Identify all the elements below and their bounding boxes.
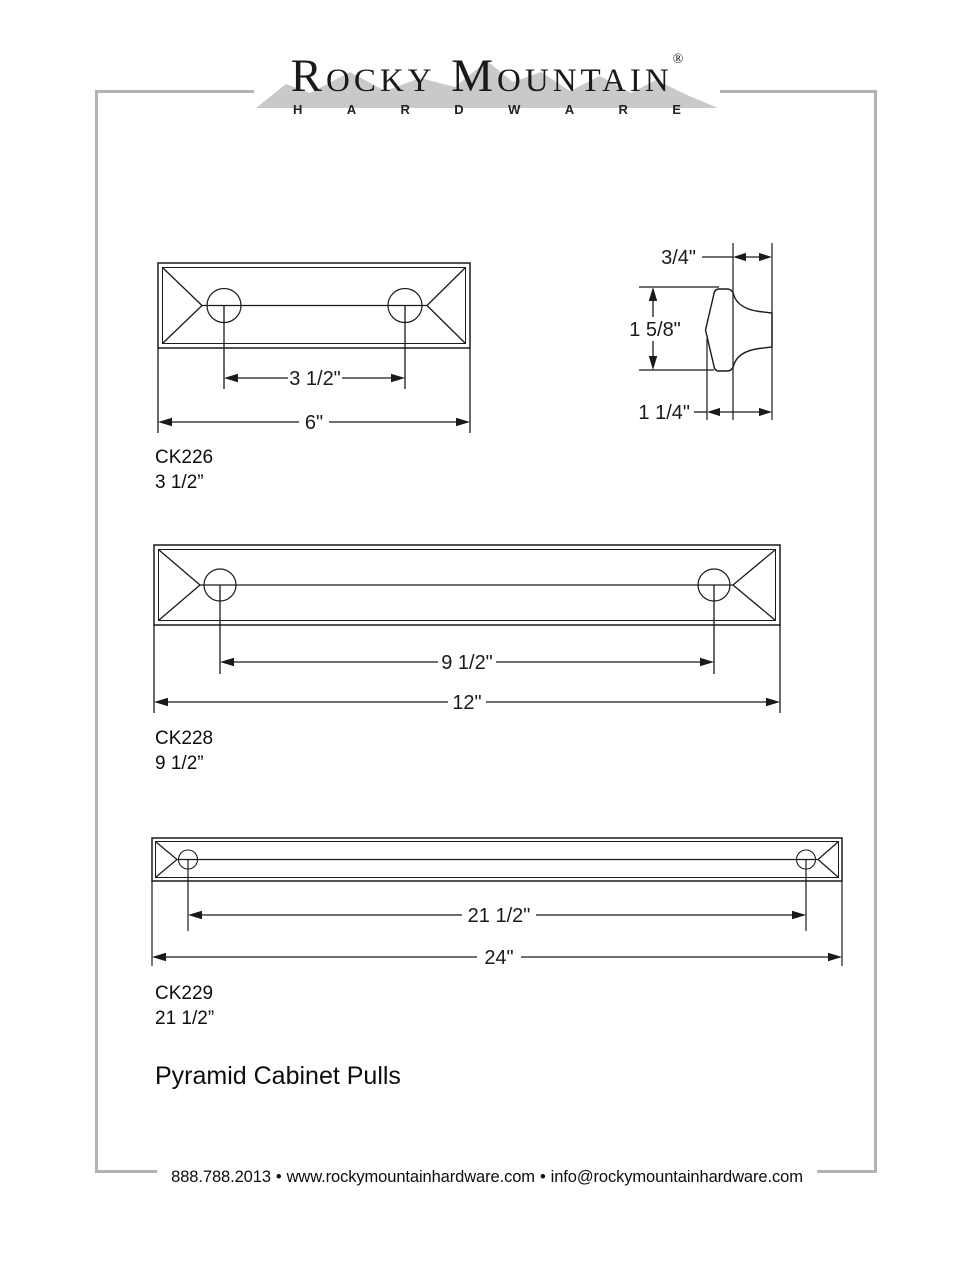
dim-label: 12" — [452, 692, 482, 714]
dim-label: 24" — [484, 947, 514, 969]
brand-subtitle — [293, 102, 681, 117]
drawing-ck226-top-view — [158, 263, 470, 433]
product-sku: CK226 — [155, 447, 214, 468]
brand-name: Rocky Mountain — [290, 50, 673, 102]
subtitle-letter: R — [400, 102, 410, 117]
product-label-ck226 — [155, 445, 213, 495]
product-size: 3 1/2” — [155, 472, 204, 493]
product-label-ck229 — [155, 981, 214, 1031]
dim-label: 1 1/4" — [638, 402, 690, 424]
dimension-side-top-width — [661, 247, 772, 269]
dim-label: 6" — [304, 412, 324, 434]
subtitle-letter: E — [672, 102, 681, 117]
footer-phone: 888.788.2013 — [171, 1168, 271, 1186]
dim-label: 1 5/8" — [629, 319, 681, 341]
product-label-ck228 — [155, 726, 213, 776]
dim-label: 21 1/2" — [467, 905, 531, 927]
dim-label: 3/4" — [661, 247, 696, 269]
dimension-ck228-hole-spacing — [220, 652, 714, 674]
footer-email: info@rockymountainhardware.com — [550, 1168, 803, 1186]
dimension-ck226-hole-spacing — [224, 368, 405, 390]
dim-label: 3 1/2" — [289, 368, 341, 390]
product-size: 21 1/2” — [155, 1008, 215, 1029]
product-sku: CK229 — [155, 983, 214, 1004]
subtitle-letter: D — [454, 102, 464, 117]
brand-logo — [254, 44, 720, 136]
drawing-ck228-top-view — [154, 545, 780, 713]
brand-name-row — [254, 52, 720, 100]
drawing-side-profile — [706, 243, 773, 420]
registered-trademark-icon: ® — [672, 52, 684, 67]
dimension-ck228-overall — [154, 692, 780, 714]
page-title: Pyramid Cabinet Pulls — [155, 1062, 401, 1090]
subtitle-letter: H — [293, 102, 303, 117]
dim-label: 9 1/2" — [441, 652, 493, 674]
product-sku: CK228 — [155, 728, 214, 749]
footer-website: www.rockymountainhardware.com — [286, 1168, 535, 1186]
subtitle-letter: W — [508, 102, 521, 117]
dimension-side-projection — [638, 402, 772, 424]
subtitle-letter: A — [564, 102, 575, 117]
subtitle-letter: A — [346, 102, 357, 117]
product-size: 9 1/2” — [155, 753, 204, 774]
footer-separator: • — [275, 1168, 282, 1186]
dimension-ck229-hole-spacing — [188, 905, 806, 927]
dimension-ck226-overall — [158, 412, 470, 434]
dimension-ck229-overall — [152, 947, 842, 969]
subtitle-letter: R — [618, 102, 628, 117]
footer-contact — [157, 1166, 817, 1188]
footer-separator: • — [539, 1168, 546, 1186]
